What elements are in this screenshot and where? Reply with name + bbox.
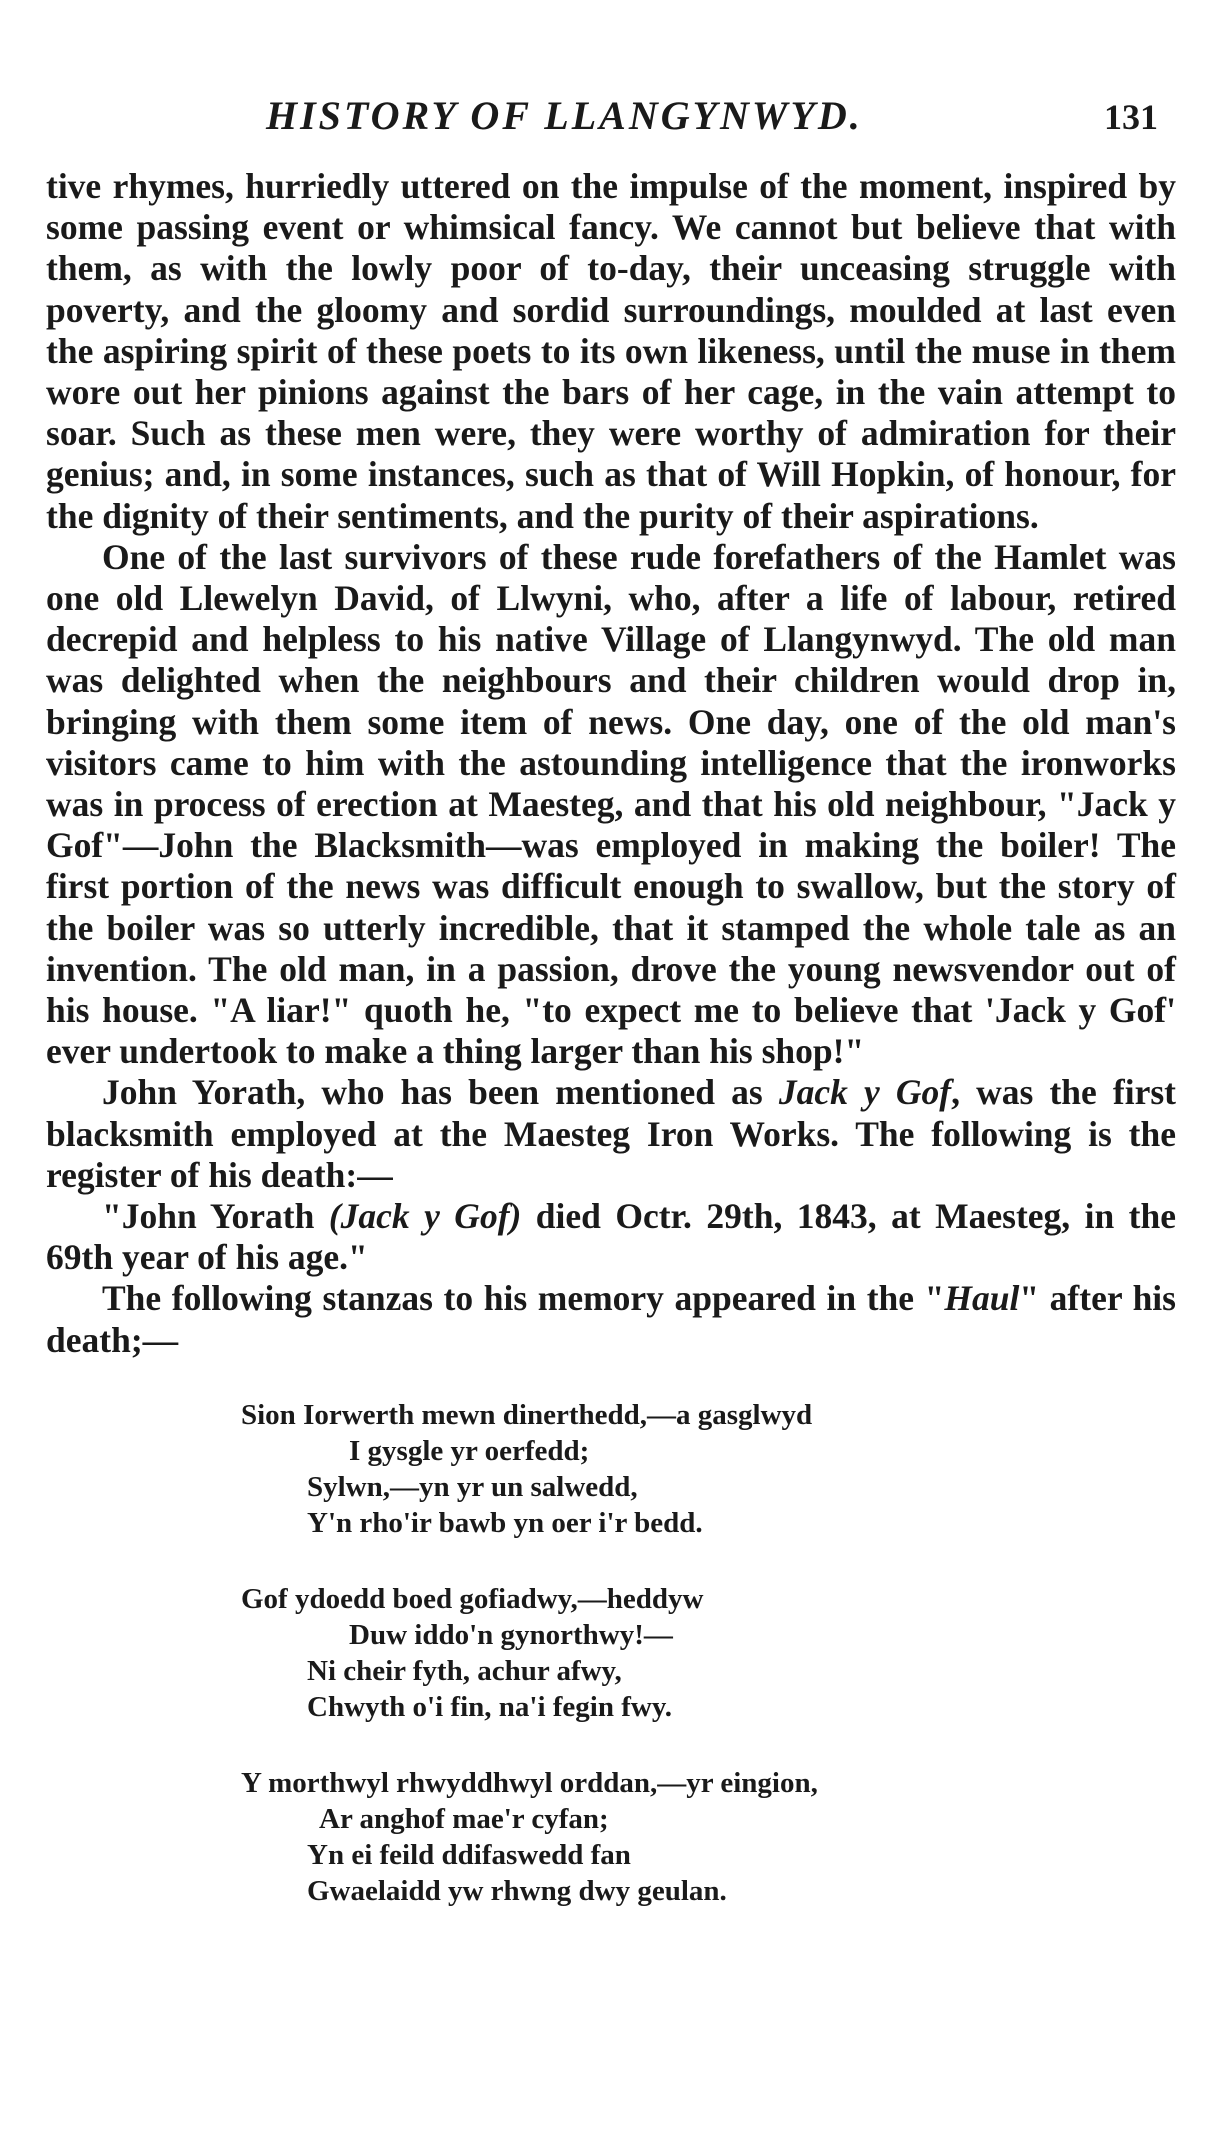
- poem-line: Ar anghof mae'r cyfan;: [319, 1802, 609, 1835]
- italic-name: (Jack y Gof): [328, 1196, 522, 1237]
- poem-line: Gwaelaidd yw rhwng dwy geulan.: [307, 1874, 727, 1907]
- poem-line: Duw iddo'n gynorthwy!—: [349, 1618, 673, 1651]
- poem-line: Sylwn,—yn yr un salwedd,: [307, 1470, 638, 1503]
- welsh-poem: [241, 1397, 1176, 1909]
- poem-line: Ni cheir fyth, achur afwy,: [307, 1654, 622, 1687]
- text-segment: died Octr. 29th, 1843, at Maesteg, in the 69th year of his age.": [46, 1196, 1176, 1278]
- paragraph-llewelyn-david: One of the last survivors of these rude forefathers of the Hamlet was one old Llewelyn David, of Llwyni, who, after a life of labour, retired decrepid and helpless to his native Village of Llangynwyd. The old man was delighted when the neighbours and their children would drop in, bringing with them some item of news. One day, one of the old man's visitors came to him with the astounding intelligence that the ironworks was in process of erection at Maesteg, and that his old neighbour, "Jack y Gof"—John the Blacksmith—was employed in making the boiler! The first portion of the news was difficult enough to swallow, but the story of the boiler was so utterly incredible, that it stamped the whole tale as an invention. The old man, in a passion, drove the young newsvendor out of his house. "A liar!" quoth he, "to expect me to believe that 'Jack y Gof' ever undertook to make a thing larger than his shop!": [46, 536, 1176, 1072]
- text-segment: "John Yorath: [102, 1196, 329, 1237]
- paragraph-continued: tive rhymes, hurriedly uttered on the impulse of the moment, inspired by some passing event or whimsical fancy. We cannot but believe that with them, as with the lowly poor of to-day, their unceasing struggle with poverty, and the gloomy and sordid surroundings, moulded at last even the aspiring spirit of these poets to its own likeness, until the muse in them wore out her pinions against the bars of her cage, in the vain attempt to soar. Such as these men were, they were worthy of admiration for their genius; and, in some instances, such as that of Will Hopkin, of honour, for the dignity of their sentiments, and the purity of their aspirations.: [46, 166, 1176, 536]
- poem-stanza: [241, 1765, 1176, 1909]
- text-segment: John Yorath, who has been mentioned as: [102, 1072, 779, 1113]
- body-text: [46, 166, 1176, 1361]
- text-segment: , was the first blacksmith employed at the Maesteg Iron Works. The following is the register of his death:—: [46, 1072, 1176, 1195]
- running-title: HISTORY OF LLANGYNWYD.: [266, 93, 863, 138]
- page-number: 131: [1104, 97, 1158, 137]
- running-head: [46, 92, 1176, 148]
- poem-line: Gof ydoedd boed gofiadwy,—heddyw: [241, 1582, 704, 1615]
- poem-line: Sion Iorwerth mewn dinerthedd,—a gasglwyd: [241, 1398, 813, 1431]
- poem-stanza: [241, 1397, 1176, 1541]
- book-page: [46, 92, 1176, 1949]
- italic-name: Jack y Gof: [778, 1072, 952, 1113]
- text-segment: " after his death;—: [46, 1278, 1176, 1360]
- poem-line: Y morthwyl rhwyddhwyl orddan,—yr eingion,: [241, 1766, 818, 1799]
- paragraph-john-yorath: [46, 1072, 1176, 1196]
- text-segment: The following stanzas to his memory appeared in the ": [102, 1278, 945, 1319]
- poem-line: Y'n rho'ir bawb yn oer i'r bedd.: [307, 1506, 703, 1539]
- italic-name: Haul: [944, 1278, 1020, 1319]
- poem-line: Yn ei feild ddifaswedd fan: [307, 1838, 631, 1871]
- poem-line: I gysgle yr oerfedd;: [349, 1434, 590, 1467]
- paragraph-death-register: [46, 1196, 1176, 1278]
- paragraph-stanzas-intro: [46, 1278, 1176, 1360]
- poem-stanza: [241, 1581, 1176, 1725]
- poem-line: Chwyth o'i fin, na'i fegin fwy.: [307, 1690, 672, 1723]
